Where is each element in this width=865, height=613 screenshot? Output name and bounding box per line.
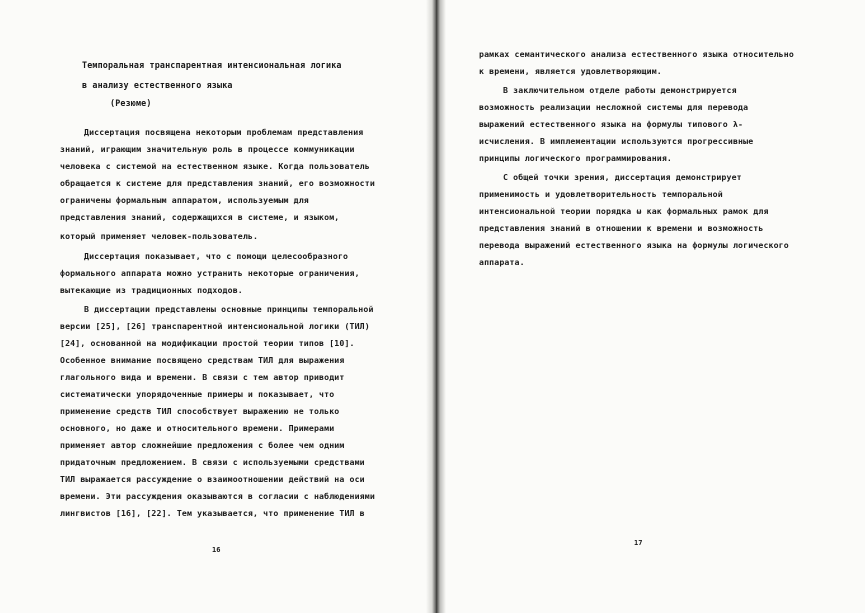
body-line: В заключительном отделе работы демонстрируется bbox=[503, 85, 737, 95]
body-line: ТИЛ выражается рассуждение о взаимоотношении действий на оси bbox=[60, 474, 365, 484]
body-line: применимость и удовлетворительность темпоральной bbox=[479, 189, 723, 199]
body-line: который применяет человек-пользователь. bbox=[60, 231, 259, 241]
body-line: [24], основанной на модификации простой теории типов [10]. bbox=[60, 338, 355, 348]
body-line: Диссертация показывает, что с помощи целесообразного bbox=[84, 251, 349, 261]
body-line: С общей точки зрения, диссертация демонстрирует bbox=[503, 172, 742, 182]
book-gutter bbox=[426, 0, 446, 613]
body-line: формального аппарата можно устранить некоторые ограничения, bbox=[60, 268, 360, 278]
body-line: систематически упорядоченные примеры и показывает, что bbox=[60, 389, 335, 399]
body-line: времени. Эти рассуждения оказываются в согласии с наблюдениями bbox=[60, 491, 375, 501]
body-line: лингвистов [16], [22]. Тем указывается, что применение ТИЛ в bbox=[60, 508, 365, 518]
body-line: применение средств ТИЛ способствует выражению не только bbox=[60, 406, 340, 416]
body-line: применяет автор сложнейшие предложения с более чем одним bbox=[60, 440, 345, 450]
body-line: человека с системой на естественном языке. Когда пользователь bbox=[60, 161, 370, 171]
body-line: придаточным предложением. В связи с используемыми средствами bbox=[60, 457, 365, 467]
body-line: возможность реализации несложной системы для перевода bbox=[479, 102, 749, 112]
body-line: В диссертации представлены основные принципы темпоральной bbox=[84, 304, 374, 314]
body-line: основного, но даже и относительного времени. Примерами bbox=[60, 423, 335, 433]
body-line: вытекающие из традиционных подходов. bbox=[60, 285, 243, 295]
body-line: интенсиональной теории порядка ω как формальных рамок для bbox=[479, 206, 769, 216]
body-line: рамках семантического анализа естественного языка относительно bbox=[479, 49, 794, 59]
body-line: ограничены формальным аппаратом, используемым для bbox=[60, 195, 309, 205]
body-line: обращается к системе для представления знаний, его возможности bbox=[60, 178, 375, 188]
body-line: принципы логического программирования. bbox=[479, 153, 673, 163]
body-line: выражений естественного языка на формулы типового λ- bbox=[479, 119, 744, 129]
body-line: аппарата. bbox=[479, 257, 525, 267]
body-line: перевода выражений естественного языка на формулы логического bbox=[479, 240, 789, 250]
title-line-3: (Резюме) bbox=[110, 98, 152, 108]
body-line: Диссертация посвящена некоторым проблемам представления bbox=[84, 127, 364, 137]
body-line: глагольного вида и времени. В связи с тем автор приводит bbox=[60, 372, 345, 382]
page-number-right: 17 bbox=[634, 539, 643, 547]
body-line: представления знаний в отношении к времени и возможность bbox=[479, 223, 764, 233]
body-line: версии [25], [26] транспарентной интенсиональной логики (ТИЛ) bbox=[60, 321, 370, 331]
body-line: знаний, играющим значительную роль в процессе коммуникации bbox=[60, 144, 355, 154]
body-line: к времени, является удовлетворяющим. bbox=[479, 66, 662, 76]
right-page bbox=[446, 0, 865, 613]
page-number-left: 16 bbox=[212, 546, 221, 554]
title-line-1: Темпоральная транспарентная интенсиональная логика bbox=[82, 60, 342, 70]
title-line-2: в анализу естественного языка bbox=[82, 80, 233, 90]
left-page bbox=[0, 0, 426, 613]
body-line: Особенное внимание посвящено средствам ТИЛ для выражения bbox=[60, 355, 345, 365]
body-line: представления знаний, содержащихся в системе, и языком, bbox=[60, 212, 340, 222]
body-line: исчисления. В имплементации используются прогрессивные bbox=[479, 136, 754, 146]
